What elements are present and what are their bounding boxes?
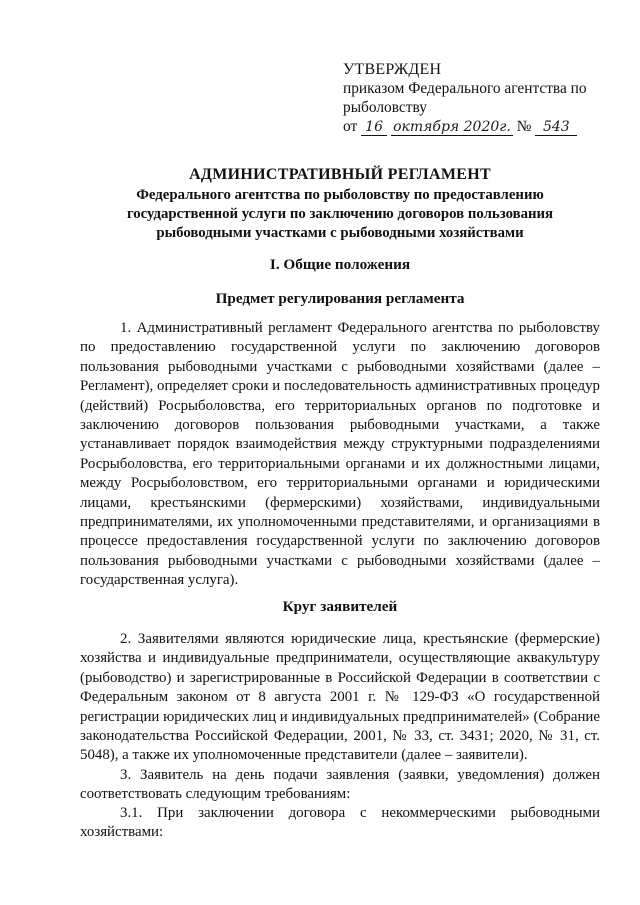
approval-number: 543 xyxy=(535,119,577,136)
paragraph-2: 2. Заявителями являются юридические лица, крестьянские (фермерские) хозяйства и индивидуальные предприниматели, осуществляющие аквакультуру (рыбоводство) и зарегистрированные в Российской Федерации в соответствии с Федеральным законом от 8 августа 2001 г. № 129-ФЗ «О государственной регистрации юридических лиц и индивидуальных предпринимателей» (Собрание законодательства Российской Федерации, 2001, № 33, ст. 3431; 2020, № 31, ст. 5048), а также их уполномоченные представители (далее – заявители). xyxy=(80,631,600,764)
approval-block xyxy=(343,60,605,136)
approval-number-label: № xyxy=(516,118,532,135)
paragraph-1: 1. Административный регламент Федерального агентства по рыболовству по предоставлению государственной услуги по заключению договоров пользования рыбоводными участками с рыбоводными хозяйствами (далее – Регламент), определяет сроки и последовательность административных процедур (действий) Росрыболовства, его территориальных органов по подготовке и заключению договоров пользования рыбоводными участками, а также устанавливает порядок взаимодействия между структурными подразделениями Росрыболовства, его территориальными органами и их должностными лицами, между Росрыболовством, его территориальными органами и юридическими лицами, крестьянскими (фермерскими) хозяйствами, индивидуальными предпринимателями, их уполномоченными представителями, и организациями в процессе предоставления государственной услуги по заключению договоров пользования рыбоводными участками с рыбоводными хозяйствами (далее – государственная услуга). xyxy=(80,320,600,589)
subsection-heading-applicants: Круг заявителей xyxy=(282,598,398,615)
section-heading: I. Общие положения xyxy=(269,256,411,273)
paragraph-3: 3. Заявитель на день подачи заявления (заявки, уведомления) должен соответствовать следующим требованиям: xyxy=(80,767,600,803)
approval-day: 16 xyxy=(361,119,387,136)
regulation-title: АДМИНИСТРАТИВНЫЙ РЕГЛАМЕНТ xyxy=(189,166,491,183)
approval-line-1: приказом Федерального агентства по xyxy=(343,80,587,97)
approval-date-line xyxy=(343,117,605,136)
subsection-heading-subject: Предмет регулирования регламента xyxy=(215,290,465,307)
approval-from-label: от xyxy=(343,118,358,135)
approval-line-2: рыболовству xyxy=(343,99,427,116)
regulation-subtitle: Федерального агентства по рыболовству по предоставлению государственной услуги по заключению договоров пользования рыбоводными участками с рыбоводными хозяйствами xyxy=(126,187,554,241)
approval-title: УТВЕРЖДЕН xyxy=(343,61,442,78)
approval-month-year: октября 2020г. xyxy=(391,119,513,136)
paragraph-4: 3.1. При заключении договора с некоммерческими рыбоводными хозяйствами: xyxy=(80,805,600,841)
